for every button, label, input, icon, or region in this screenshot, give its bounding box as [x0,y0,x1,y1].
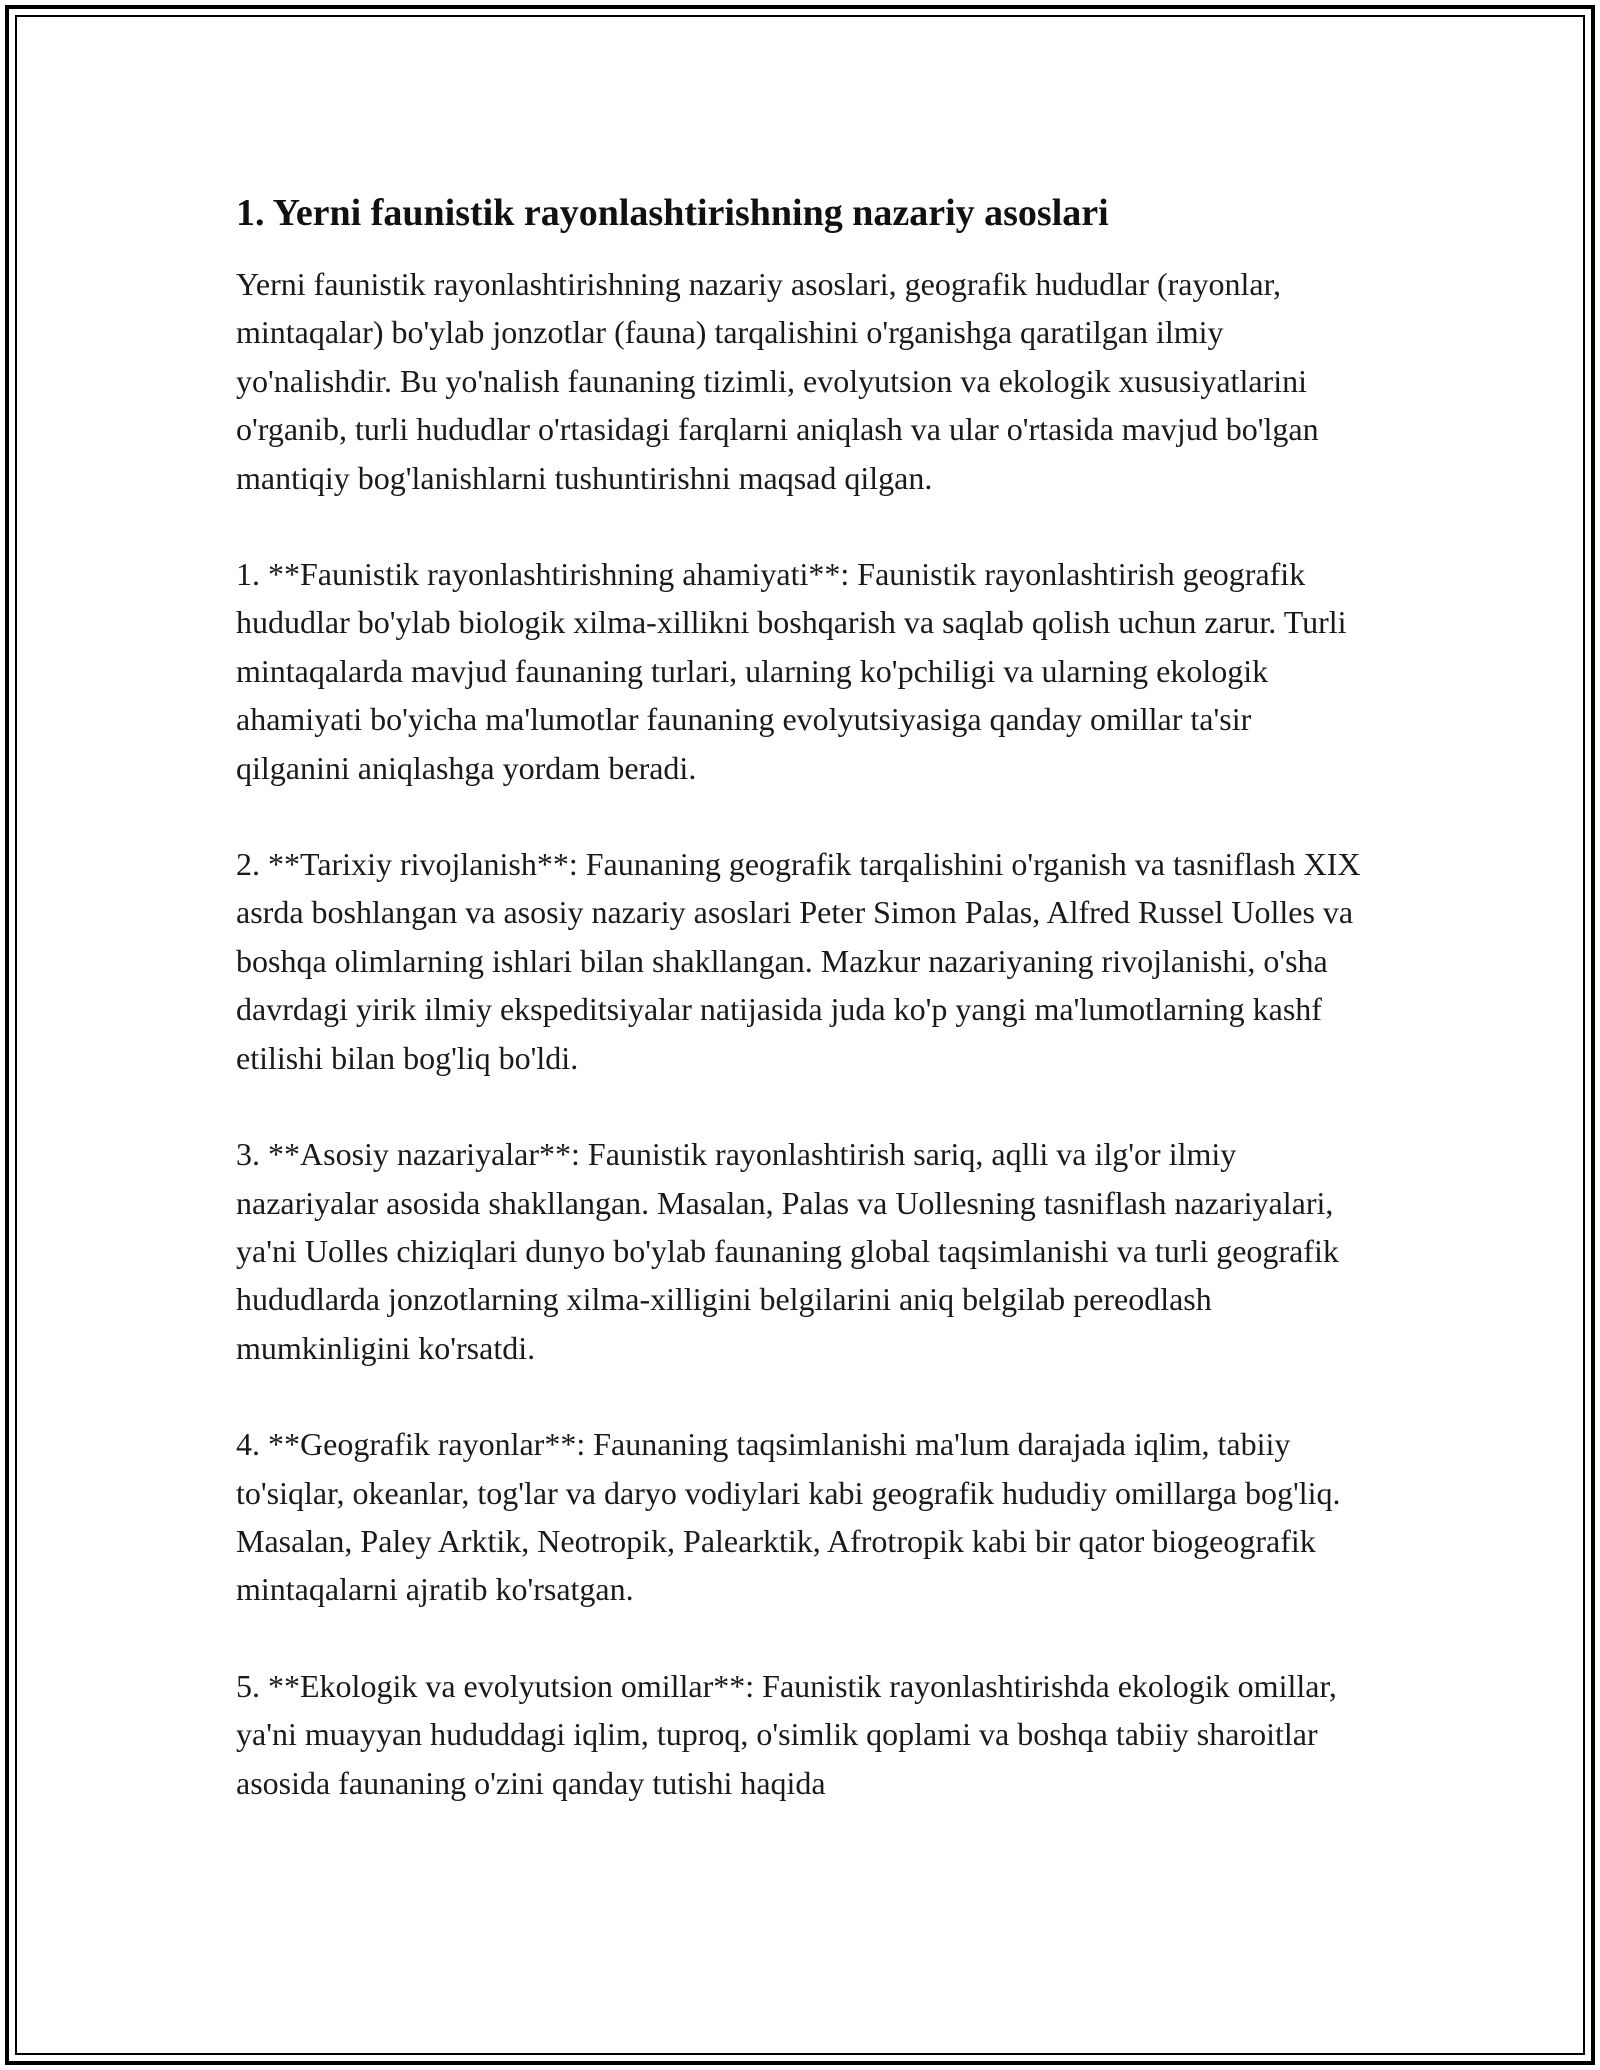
section-1-paragraph: 1. **Faunistik rayonlashtirishning ahamiyati**: Faunistik rayonlashtirish geografik hududlar bo'ylab biologik xilma-xillikni boshqarish va saqlab qolish uchun zarur. Turli mintaqalarda mavjud faunaning turlari, ularning ko'pchiligi va ularning ekologik ahamiyati bo'yicha ma'lumotlar faunaning evolyutsiyasiga qanday omillar ta'sir qilganini aniqlashga yordam beradi. [236,556,1347,786]
section-2-paragraph: 2. **Tarixiy rivojlanish**: Faunaning geografik tarqalishini o'rganish va tasniflash XIX asrda boshlangan va asosiy nazariy asoslari Peter Simon Palas, Alfred Russel Uolles va boshqa olimlarning ishlari bilan shakllangan. Mazkur nazariyaning rivojlanishi, o'sha davrdagi yirik ilmiy ekspeditsiyalar natijasida juda ko'p yangi ma'lumotlarning kashf etilishi bilan bog'liq bo'ldi. [236,846,1361,1076]
section-5-paragraph: 5. **Ekologik va evolyutsion omillar**: Faunistik rayonlashtirishda ekologik omillar, ya'ni muayyan hududdagi iqlim, tuproq, o'simlik qoplami va boshqa tabiiy sharoitlar asosida faunaning o'zini qanday tutishi haqida [236,1667,1337,1801]
intro-paragraph: Yerni faunistik rayonlashtirishning nazariy asoslari, geografik hududlar (rayonlar, mintaqalar) bo'ylab jonzotlar (fauna) tarqalishini o'rganishga qaratilgan ilmiy yo'nalishdir. Bu yo'nalish faunaning tizimli, evolyutsion va ekologik xususiyatlarini o'rganib, turli hududlar o'rtasidagi farqlarni aniqlash va ular o'rtasida mavjud bo'lgan mantiqiy bog'lanishlarni tushuntirishni maqsad qilgan. [236,266,1319,496]
section-3-paragraph: 3. **Asosiy nazariyalar**: Faunistik rayonlashtirish sariq, aqlli va ilg'or ilmiy nazariyalar asosida shakllangan. Masalan, Palas va Uollesning tasniflash nazariyalari, ya'ni Uolles chiziqlari dunyo bo'ylab faunaning global taqsimlanishi va turli geografik hududlarda jonzotlarning xilma-xilligini belgilarini aniq belgilab pereodlash mumkinligini ko'rsatdi. [236,1136,1339,1366]
document-body [236,185,1366,1807]
section-4-paragraph: 4. **Geografik rayonlar**: Faunaning taqsimlanishi ma'lum darajada iqlim, tabiiy to'siqlar, okeanlar, tog'lar va daryo vodiylari kabi geografik hududiy omillarga bog'liq. Masalan, Paley Arktik, Neotropik, Palearktik, Afrotropik kabi bir qator biogeografik mintaqalarni ajratib ko'rsatgan. [236,1426,1341,1608]
document-title: 1. Yerni faunistik rayonlashtirishning nazariy asoslari [236,192,1109,234]
